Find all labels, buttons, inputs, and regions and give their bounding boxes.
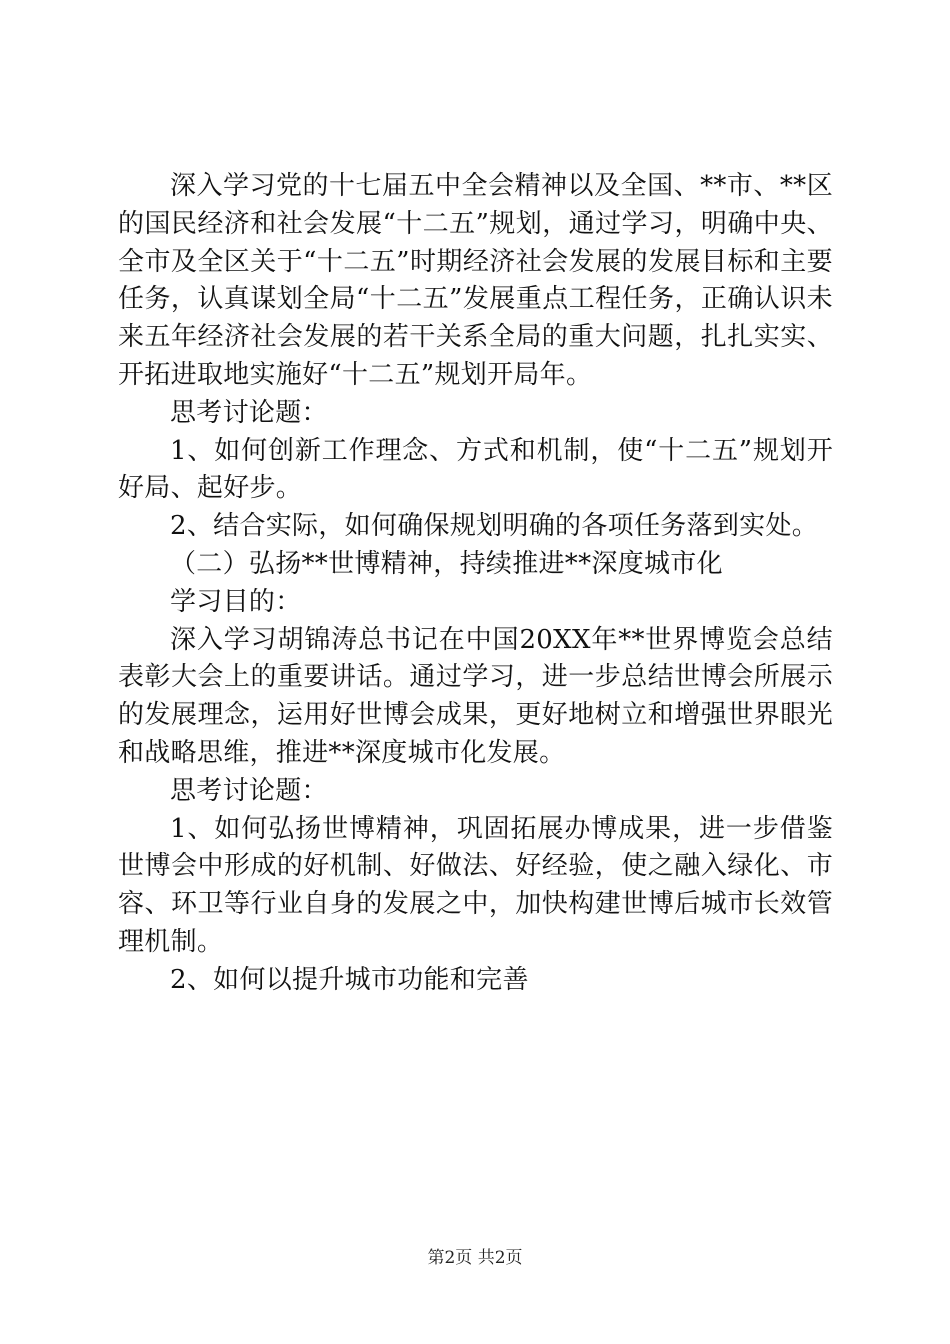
paragraph-question-1-1: 1、如何创新工作理念、方式和机制，使“十二五”规划开好局、起好步。 bbox=[118, 435, 833, 504]
paragraph-intro: 深入学习党的十七届五中全会精神以及全国、**市、**区的国民经济和社会发展“十二五”规划，通过学习，明确中央、全市及全区关于“十二五”时期经济社会发展的发展目标和主要任务，认真谋划全局“十二五”发展重点工程任务，正确认识未来五年经济社会发展的若干关系全局的重大问题，扎扎实实、开拓进取地实施好“十二五”规划开局年。 bbox=[118, 171, 833, 390]
paragraph-study-purpose-heading: 学习目的： bbox=[170, 586, 302, 617]
section-heading-2: （二）弘扬**世博精神，持续推进**深度城市化 bbox=[170, 548, 723, 579]
paragraph-discussion-heading-1: 思考讨论题： bbox=[170, 397, 328, 428]
page-number-footer: 第2页 共2页 bbox=[427, 1248, 523, 1268]
document-body bbox=[118, 168, 833, 1000]
paragraph-question-2-2: 2、如何以提升城市功能和完善 bbox=[170, 964, 529, 995]
paragraph-question-2-1: 1、如何弘扬世博精神，巩固拓展办博成果，进一步借鉴世博会中形成的好机制、好做法、好经验，使之融入绿化、市容、环卫等行业自身的发展之中，加快构建世博后城市长效管理机制。 bbox=[118, 813, 833, 957]
paragraph-discussion-heading-2: 思考讨论题： bbox=[170, 775, 328, 806]
paragraph-study-purpose: 深入学习胡锦涛总书记在中国20XX年**世界博览会总结表彰大会上的重要讲话。通过学习，进一步总结世博会所展示的发展理念，运用好世博会成果，更好地树立和增强世界眼光和战略思维，推进**深度城市化发展。 bbox=[118, 624, 833, 768]
paragraph-question-1-2: 2、结合实际，如何确保规划明确的各项任务落到实处。 bbox=[170, 511, 819, 542]
